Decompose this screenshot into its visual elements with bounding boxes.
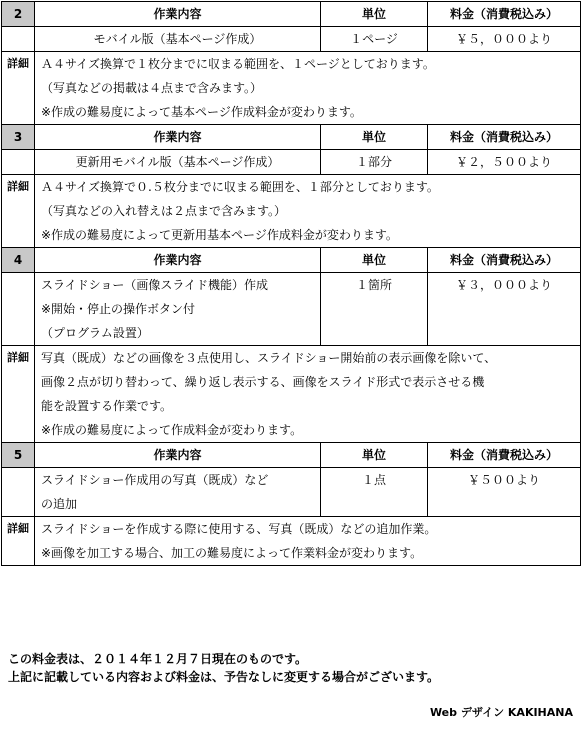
item-number: 3 (2, 125, 35, 150)
item-header-row (2, 125, 581, 150)
detail-label: 詳細 (2, 175, 35, 248)
detail-line: ※画像を加工する場合、加工の難易度によって作業料金が変わります。 (41, 546, 423, 560)
fee-header: 料金（消費税込み） (428, 125, 581, 150)
detail-row (2, 346, 581, 443)
item-content (35, 150, 321, 175)
item-content (35, 468, 321, 517)
unit-header: 単位 (321, 443, 428, 468)
detail-line: 能を設置する作業です。 (41, 399, 173, 413)
item-header-row (2, 443, 581, 468)
item-unit: １部分 (321, 150, 428, 175)
unit-header: 単位 (321, 248, 428, 273)
detail-row (2, 175, 581, 248)
price-table (1, 1, 581, 566)
item-content (35, 27, 321, 52)
content-line: スライドショー作成用の写真（既成）など (41, 473, 269, 487)
item-details (35, 346, 581, 443)
detail-line: （写真などの掲載は４点まで含みます。） (41, 81, 263, 95)
item-row (2, 273, 581, 346)
item-number: 5 (2, 443, 35, 468)
unit-header: 単位 (321, 125, 428, 150)
item-header-row (2, 248, 581, 273)
item-fee: ￥３，０００より (428, 273, 581, 346)
footer-notes (8, 650, 439, 686)
fee-header: 料金（消費税込み） (428, 248, 581, 273)
footer-date-note: この料金表は、２０１４年１２月７日現在のものです。 (8, 652, 308, 666)
blank-cell (2, 468, 35, 517)
content-header: 作業内容 (35, 443, 321, 468)
item-row (2, 27, 581, 52)
content-header: 作業内容 (35, 2, 321, 27)
footer-change-note: 上記に記載している内容および料金は、予告なしに変更する場合がございます。 (8, 670, 440, 684)
item-details (35, 517, 581, 566)
item-details (35, 52, 581, 125)
detail-line: ※作成の難易度によって作成料金が変わります。 (41, 423, 303, 437)
detail-row (2, 517, 581, 566)
item-row (2, 150, 581, 175)
blank-cell (2, 273, 35, 346)
content-line: （プログラム設置） (41, 326, 149, 340)
detail-line: 写真（既成）などの画像を３点使用し、スライドショー開始前の表示画像を除いて、 (41, 351, 497, 365)
item-fee: ￥５００より (428, 468, 581, 517)
content-line: ※開始・停止の操作ボタン付 (41, 302, 196, 316)
detail-line: ※作成の難易度によって更新用基本ページ作成料金が変わります。 (41, 228, 398, 242)
content-line: の追加 (41, 497, 78, 511)
company-credit: Web デザイン KAKIHANA (429, 706, 573, 719)
detail-label: 詳細 (2, 346, 35, 443)
item-unit: １ページ (321, 27, 428, 52)
item-fee: ￥２，５００より (428, 150, 581, 175)
detail-label: 詳細 (2, 517, 35, 566)
content-header: 作業内容 (35, 125, 321, 150)
unit-header: 単位 (321, 2, 428, 27)
item-number: 2 (2, 2, 35, 27)
content-header: 作業内容 (35, 248, 321, 273)
detail-row (2, 52, 581, 125)
detail-line: ※作成の難易度によって基本ページ作成料金が変わります。 (41, 105, 362, 119)
item-row (2, 468, 581, 517)
fee-header: 料金（消費税込み） (428, 2, 581, 27)
content-line: モバイル版（基本ページ作成） (93, 32, 262, 46)
content-line: スライドショー（画像スライド機能）作成 (41, 278, 269, 292)
detail-label: 詳細 (2, 52, 35, 125)
content-line: 更新用モバイル版（基本ページ作成） (75, 155, 280, 169)
item-number: 4 (2, 248, 35, 273)
fee-header: 料金（消費税込み） (428, 443, 581, 468)
detail-line: Ａ４サイズ換算で１枚分までに収まる範囲を、１ページとしております。 (41, 57, 435, 71)
item-unit: １箇所 (321, 273, 428, 346)
detail-line: 画像２点が切り替わって、繰り返し表示する、画像をスライド形式で表示させる機 (41, 375, 485, 389)
item-content (35, 273, 321, 346)
blank-cell (2, 150, 35, 175)
blank-cell (2, 27, 35, 52)
detail-line: （写真などの入れ替えは２点まで含みます。） (41, 204, 287, 218)
detail-line: スライドショーを作成する際に使用する、写真（既成）などの追加作業。 (41, 522, 437, 536)
item-unit: １点 (321, 468, 428, 517)
item-fee: ￥５，０００より (428, 27, 581, 52)
detail-line: Ａ４サイズ換算で０.５枚分までに収まる範囲を、１部分としております。 (41, 180, 439, 194)
item-details (35, 175, 581, 248)
item-header-row (2, 2, 581, 27)
